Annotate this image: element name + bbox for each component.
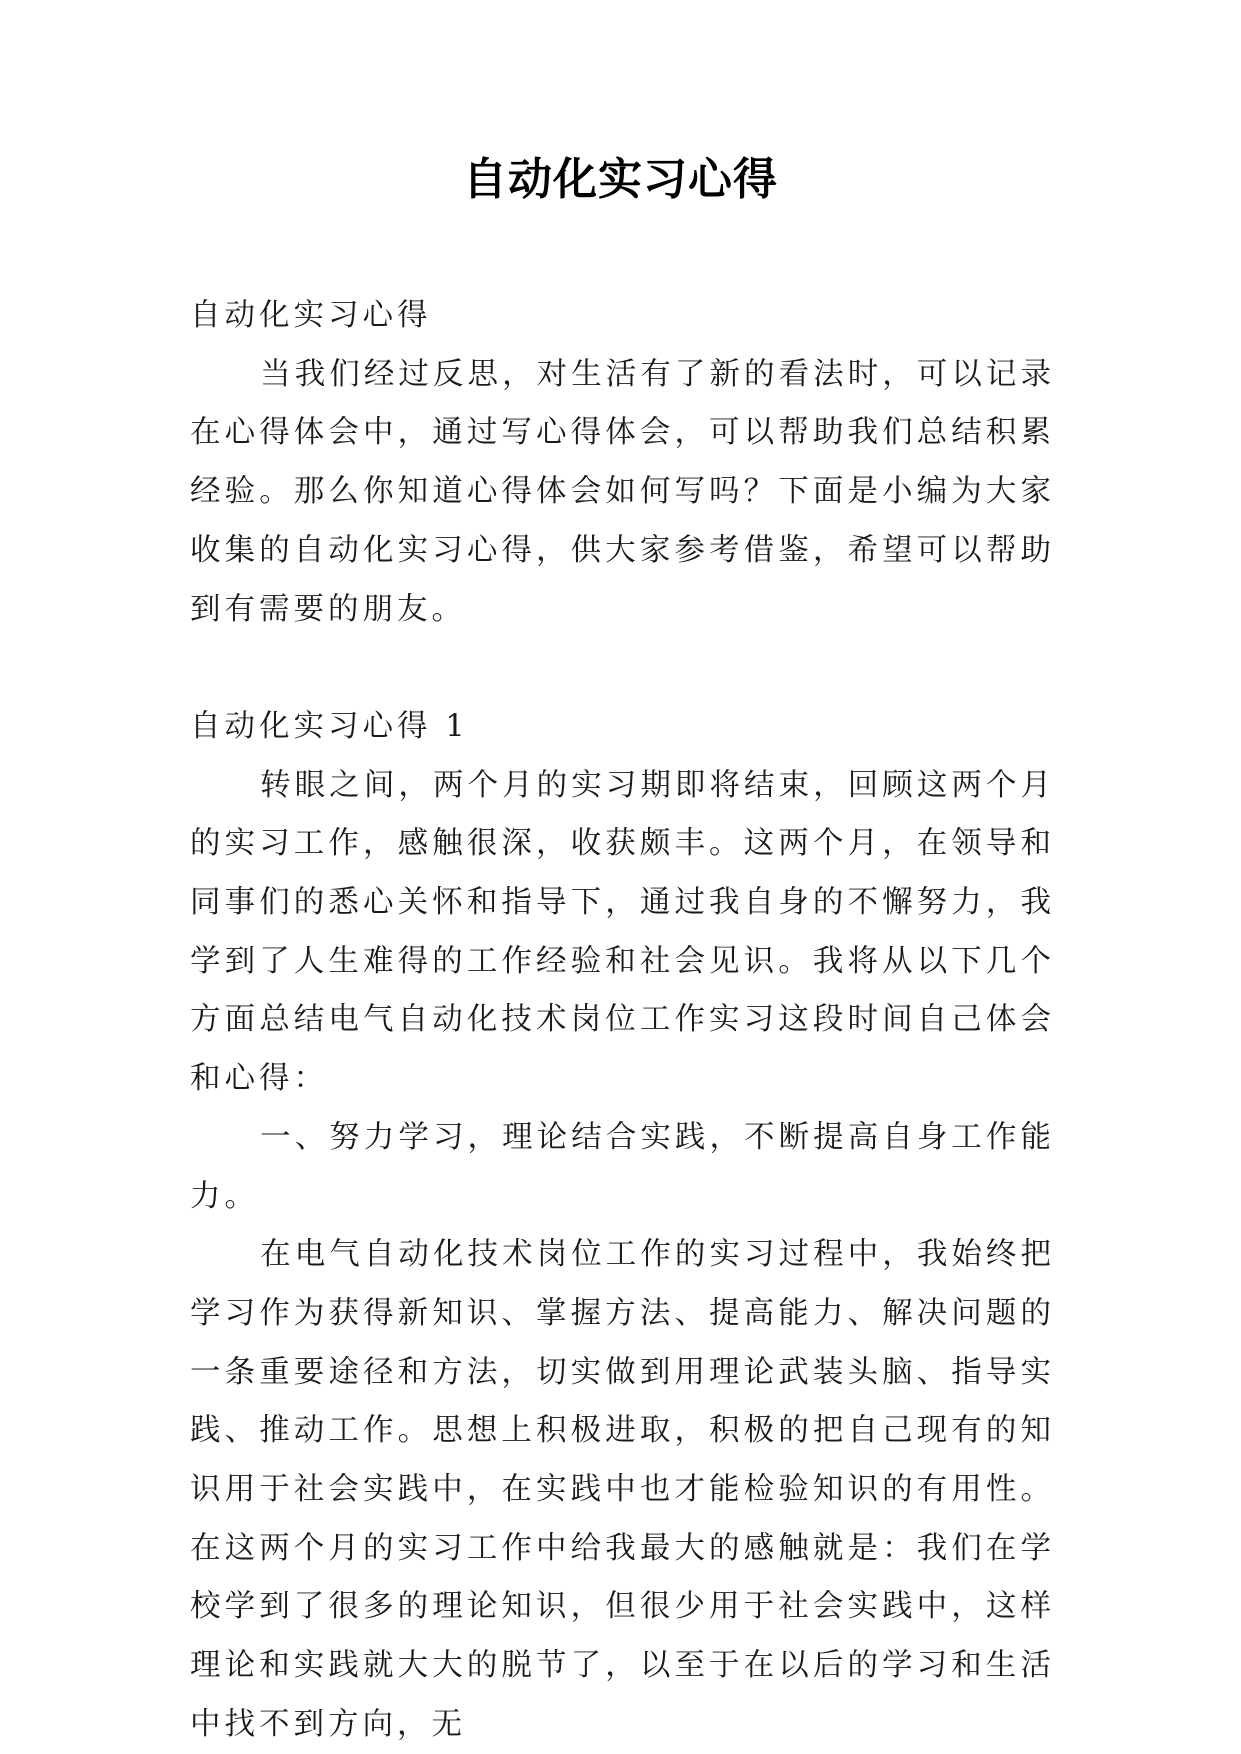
document-title: 自动化实习心得: [463, 154, 778, 205]
document-body: [190, 287, 1055, 1754]
paragraph-intro: 当我们经过反思，对生活有了新的看法时，可以记录在心得体会中，通过写心得体会，可以帮助我们总结积累经验。那么你知道心得体会如何写吗？下面是小编为大家收集的自动化实习心得，供大家参考借鉴，希望可以帮助到有需要的朋友。: [190, 356, 1055, 627]
paragraph-2: 在电气自动化技术岗位工作的实习过程中，我始终把学习作为获得新知识、掌握方法、提高能力、解决问题的一条重要途径和方法，切实做到用理论武装头脑、指导实践、推动工作。思想上积极进取，积极的把自己现有的知识用于社会实践中，在实践中也才能检验知识的有用性。在这两个月的实习工作中给我最大的感触就是：我们在学校学到了很多的理论知识，但很少用于社会实践中，这样理论和实践就大大的脱节了，以至于在以后的学习和生活中找不到方向，无: [190, 1237, 1055, 1742]
subheading-1: 一、努力学习，理论结合实践，不断提高自身工作能力。: [190, 1119, 1055, 1214]
section-heading-intro: 自动化实习心得: [190, 298, 432, 333]
section-heading-1: 自动化实习心得 1: [190, 708, 469, 744]
paragraph-1: 转眼之间，两个月的实习期即将结束，回顾这两个月的实习工作，感触很深，收获颇丰。这两个月，在领导和同事们的悉心关怀和指导下，通过我自身的不懈努力，我学到了人生难得的工作经验和社会见识。我将从以下几个方面总结电气自动化技术岗位工作实习这段时间自己体会和心得：: [190, 767, 1055, 1097]
paragraph-spacer: [190, 639, 1055, 698]
